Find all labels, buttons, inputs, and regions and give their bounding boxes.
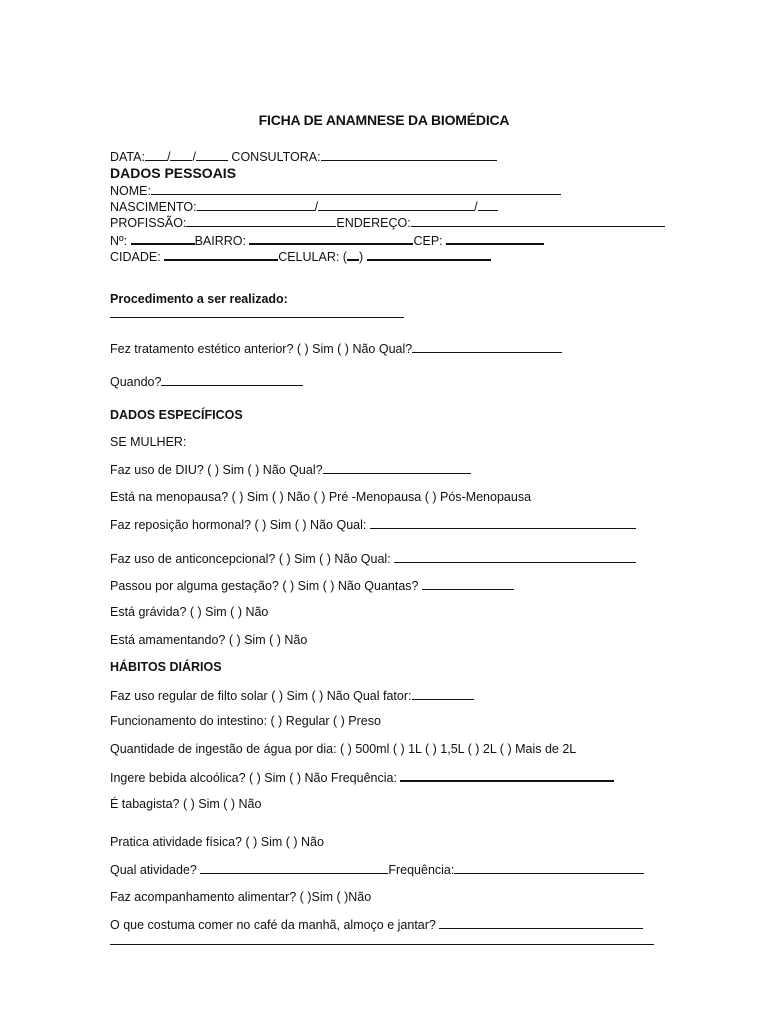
when-field[interactable] — [161, 373, 303, 386]
procedure-label: Procedimento a ser realizado: — [110, 292, 288, 306]
personal-data-heading: DADOS PESSOAIS — [110, 165, 237, 181]
procedure-field[interactable] — [110, 305, 404, 318]
iud-row — [110, 461, 471, 478]
name-row — [110, 182, 561, 199]
date-consultant-row — [110, 148, 497, 165]
birth-field-2[interactable] — [318, 198, 474, 211]
phone-label: CELULAR: ( — [278, 250, 347, 264]
activity-field[interactable] — [200, 861, 388, 874]
birth-separator: / — [314, 200, 319, 214]
city-field[interactable] — [164, 247, 278, 261]
birth-field-1[interactable] — [197, 198, 315, 211]
diet-followup-question: Faz acompanhamento alimentar? ( )Sim ( )Não — [110, 890, 372, 904]
activity-frequency-field[interactable] — [454, 861, 644, 874]
alcohol-row — [110, 768, 614, 786]
hormone-question: Faz reposição hormonal? ( ) Sim ( ) Não Qual: — [110, 518, 370, 532]
procedure-row — [110, 305, 404, 322]
pregnancy-history-question: Passou por alguma gestação? ( ) Sim ( ) Não Quantas? — [110, 579, 422, 593]
contraceptive-question: Faz uso de anticoncepcional? ( ) Sim ( ) Não Qual: — [110, 552, 395, 566]
previous-treatment-field[interactable] — [412, 340, 562, 353]
date-day-field[interactable] — [145, 148, 167, 161]
physical-activity-question: Pratica atividade física? ( ) Sim ( ) Não — [110, 835, 324, 849]
sunscreen-factor-field[interactable] — [412, 687, 474, 700]
date-label: DATA: — [110, 150, 145, 164]
number-field[interactable] — [131, 231, 195, 245]
meals-row — [110, 916, 643, 933]
meals-question: O que costuma comer no café da manhã, almoço e jantar? — [110, 918, 440, 932]
alcohol-question: Ingere bebida alcoólica? ( ) Sim ( ) Não Frequência: — [110, 771, 401, 785]
water-question: Quantidade de ingestão de água por dia: ( ) 500ml ( ) 1L ( ) 1,5L ( ) 2L ( ) Mais de 2L — [110, 742, 577, 756]
form-title: FICHA DE ANAMNESE DA BIOMÉDICA — [258, 112, 510, 128]
sunscreen-row — [110, 687, 474, 704]
number-label: Nº: — [110, 234, 128, 248]
specific-data-heading: DADOS ESPECÍFICOS — [110, 408, 243, 422]
bowel-question: Funcionamento do intestino: ( ) Regular ( ) Preso — [110, 714, 381, 728]
date-separator: / — [192, 150, 196, 164]
previous-treatment-question: Fez tratamento estético anterior? ( ) Sim ( ) Não Qual? — [110, 342, 413, 356]
date-year-field[interactable] — [196, 148, 228, 161]
city-label: CIDADE: — [110, 250, 161, 264]
consultant-label: CONSULTORA: — [231, 150, 321, 164]
birth-row — [110, 198, 498, 215]
birth-separator: / — [474, 200, 478, 214]
phone-area-code-field[interactable] — [347, 247, 359, 261]
district-field[interactable] — [249, 231, 413, 245]
contraceptive-field[interactable] — [394, 550, 636, 563]
iud-field[interactable] — [323, 461, 471, 474]
phone-field[interactable] — [367, 247, 491, 261]
hormone-row — [110, 516, 636, 533]
menopause-question: Está na menopausa? ( ) Sim ( ) Não ( ) Pré -Menopausa ( ) Pós-Menopausa — [110, 490, 532, 504]
zip-field[interactable] — [446, 231, 544, 245]
pregnancy-count-field[interactable] — [422, 577, 514, 590]
if-woman-label: SE MULHER: — [110, 435, 187, 449]
breastfeeding-question: Está amamentando? ( ) Sim ( ) Não — [110, 633, 308, 647]
meals-answer-line[interactable] — [110, 944, 654, 945]
pregnancy-history-row — [110, 577, 514, 594]
previous-treatment-row — [110, 340, 562, 357]
name-label: NOME: — [110, 184, 151, 198]
iud-question: Faz uso de DIU? ( ) Sim ( ) Não Qual? — [110, 463, 323, 477]
pregnant-question: Está grávida? ( ) Sim ( ) Não — [110, 605, 269, 619]
profession-label: PROFISSÃO: — [110, 216, 187, 230]
address-label: ENDEREÇO: — [336, 216, 411, 230]
address-field[interactable] — [411, 214, 665, 227]
contraceptive-row — [110, 550, 636, 567]
when-label: Quando? — [110, 375, 162, 389]
when-row — [110, 373, 303, 390]
profession-field[interactable] — [186, 214, 336, 227]
date-month-field[interactable] — [170, 148, 192, 161]
name-field[interactable] — [151, 182, 561, 195]
activity-frequency-label: Frequência: — [388, 863, 455, 877]
city-phone-row — [110, 247, 491, 265]
smoker-question: É tabagista? ( ) Sim ( ) Não — [110, 797, 262, 811]
profession-address-row — [110, 214, 665, 231]
phone-paren: ) — [358, 250, 364, 264]
district-label: BAIRRO: — [194, 234, 246, 248]
alcohol-frequency-field[interactable] — [400, 768, 614, 782]
sunscreen-question: Faz uso regular de filto solar ( ) Sim ( ) Não Qual fator: — [110, 689, 412, 703]
activity-row — [110, 861, 644, 878]
date-separator: / — [166, 150, 171, 164]
daily-habits-heading: HÁBITOS DIÁRIOS — [110, 660, 222, 674]
zip-label: CEP: — [413, 234, 443, 248]
meals-field[interactable] — [439, 916, 643, 929]
hormone-field[interactable] — [370, 516, 636, 529]
birth-field-3[interactable] — [478, 198, 498, 211]
birth-label: NASCIMENTO: — [110, 200, 197, 214]
consultant-field[interactable] — [321, 148, 497, 161]
activity-label: Qual atividade? — [110, 863, 201, 877]
